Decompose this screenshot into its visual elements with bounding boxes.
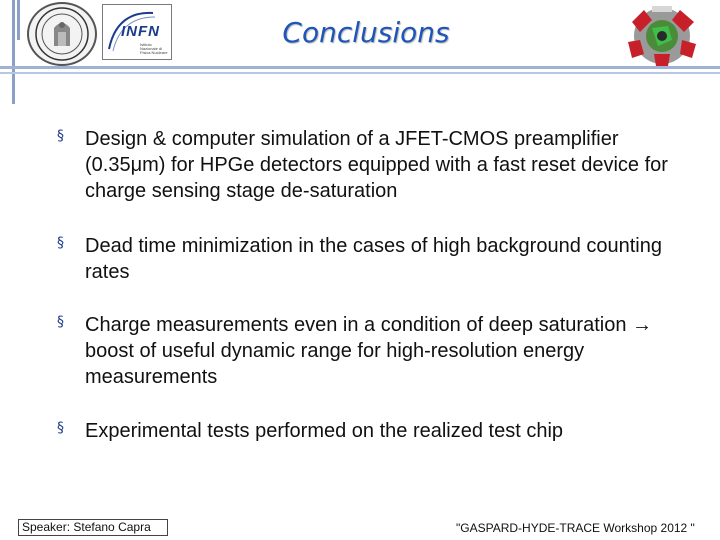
bullet-marker: § xyxy=(57,314,64,330)
bullet-text: Dead time minimization in the cases of high background counting rates xyxy=(85,235,662,283)
list-item xyxy=(57,233,685,285)
event-label: "GASPARD-HYDE-TRACE Workshop 2012 " xyxy=(456,521,695,535)
header-horizontal-line-2 xyxy=(0,72,720,74)
page-title: Conclusions xyxy=(282,16,450,49)
speaker-label: Speaker: Stefano Capra xyxy=(18,519,168,536)
bullet-text: Experimental tests performed on the realized test chip xyxy=(85,420,564,442)
infn-label: INFN xyxy=(121,23,160,40)
header-horizontal-line xyxy=(0,66,720,69)
bullet-marker: § xyxy=(57,420,64,436)
bullet-marker: § xyxy=(57,128,64,144)
list-item xyxy=(57,418,685,444)
infn-subtitle: Istituto Nazionale di Fisica Nucleare xyxy=(140,42,168,55)
detector-array-image xyxy=(622,2,702,68)
bullet-marker: § xyxy=(57,235,64,251)
list-item xyxy=(57,126,685,204)
list-item xyxy=(57,312,685,390)
bullet-text: Charge measurements even in a condition of deep saturation → boost of useful dynamic range for high-resolution energy measurements xyxy=(85,314,653,388)
bullet-text: Design & computer simulation of a JFET-CMOS preamplifier (0.35μm) for HPGe detectors equipped with a fast reset device for charge sensing stage de-saturation xyxy=(85,128,668,202)
